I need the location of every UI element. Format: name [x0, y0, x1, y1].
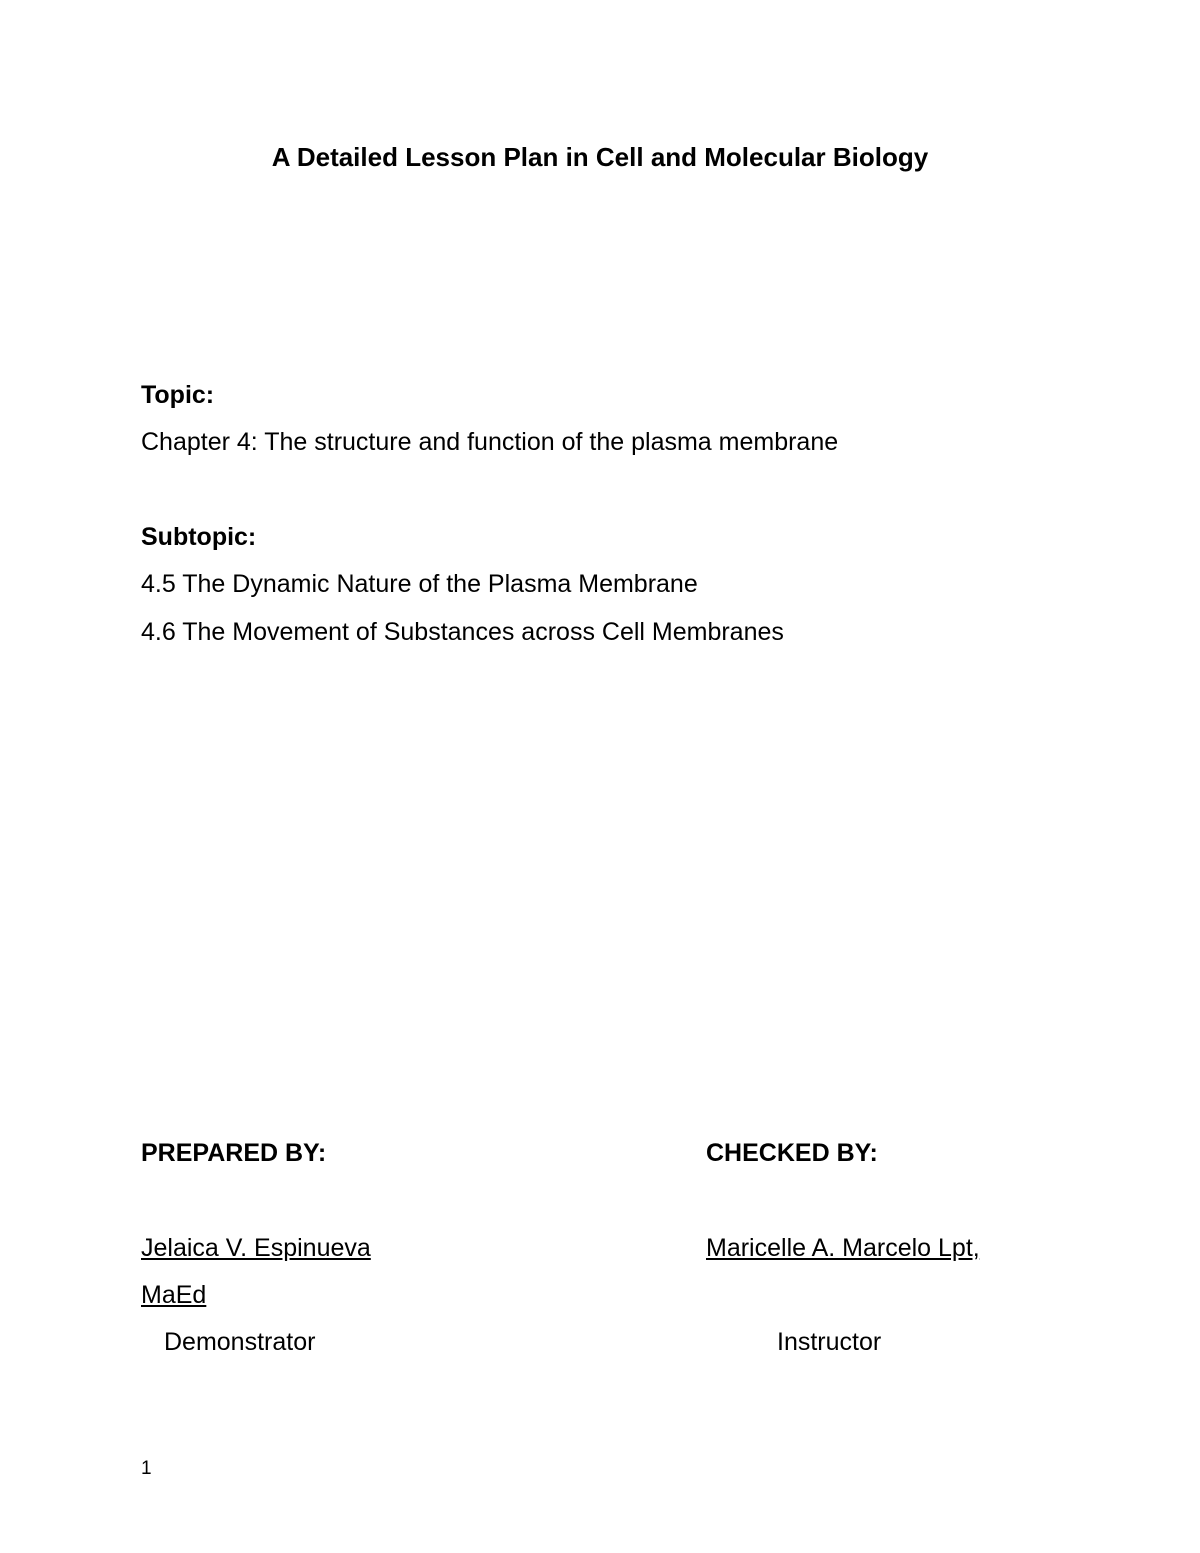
preparer-role: Demonstrator — [164, 1328, 316, 1356]
subtopic-item: 4.5 The Dynamic Nature of the Plasma Membrane — [141, 570, 698, 598]
page-number: 1 — [141, 1458, 152, 1479]
topic-heading: Topic: — [141, 381, 215, 409]
prepared-by-heading: PREPARED BY: — [141, 1139, 327, 1167]
preparer-name-suffix: MaEd — [141, 1281, 207, 1309]
checked-by-heading: CHECKED BY: — [706, 1139, 878, 1167]
subtopic-heading: Subtopic: — [141, 523, 257, 551]
checker-role: Instructor — [777, 1328, 882, 1356]
checker-name: Maricelle A. Marcelo Lpt, — [706, 1234, 980, 1262]
document-title: A Detailed Lesson Plan in Cell and Molecular Biology — [271, 142, 929, 172]
preparer-name: Jelaica V. Espinueva — [141, 1234, 371, 1262]
subtopic-item: 4.6 The Movement of Substances across Cell Membranes — [141, 618, 784, 646]
topic-text: Chapter 4: The structure and function of the plasma membrane — [141, 428, 839, 456]
